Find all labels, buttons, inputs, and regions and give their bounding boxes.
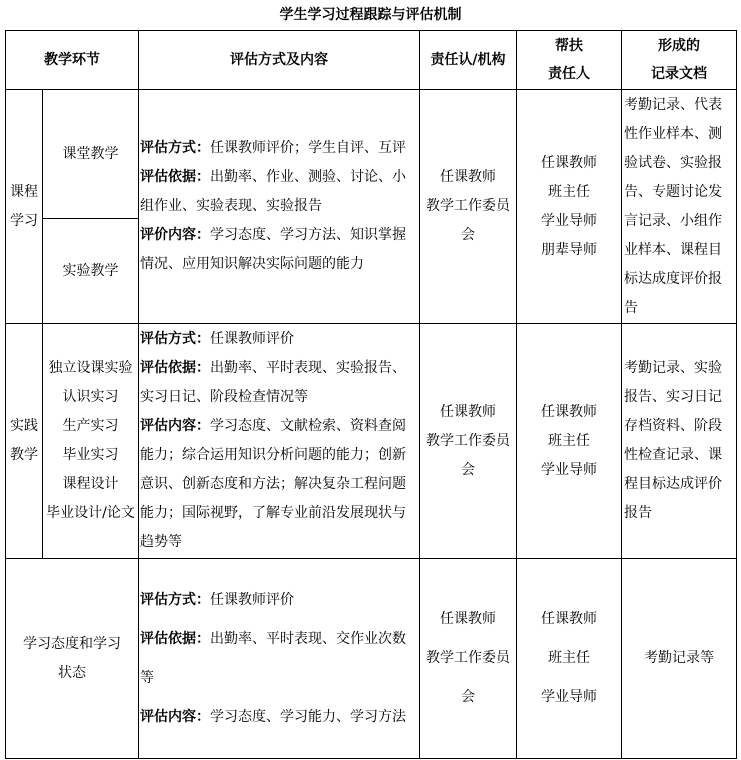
- course-helper: 班主任: [548, 183, 590, 200]
- header-helper: [517, 31, 622, 90]
- attitude-basis: [140, 620, 419, 698]
- practice-helper: 任课教师: [541, 403, 597, 420]
- attitude-org-l2: 教学工作委员: [426, 650, 510, 666]
- header-row: [6, 31, 737, 90]
- attitude-helpers: [517, 559, 622, 759]
- practice-sub: 认识实习: [62, 389, 119, 405]
- header-org: 责任认/机构: [420, 31, 517, 90]
- course-helper: 朋辈导师: [541, 241, 597, 258]
- practice-sub: 课程设计: [62, 476, 119, 492]
- practice-docs: 考勤记录、实验报告、实习日记存档资料、阶段性检查记录、课程目标达成评价报告: [622, 324, 737, 559]
- attitude-evaluation: [139, 559, 420, 759]
- practice-basis-value: 出勤率、平时表现、实验报告、实习日记、阶段检查情况等: [140, 360, 406, 405]
- basis-label: 评估依据：: [140, 630, 210, 647]
- course-org-l1: 任课教师: [440, 169, 496, 185]
- practice-sub: 毕业实习: [62, 447, 119, 463]
- course-basis: [140, 163, 419, 221]
- course-org-l2: 教学工作委员: [426, 198, 510, 214]
- course-content: [140, 221, 419, 279]
- basis-label: 评估依据：: [140, 169, 210, 185]
- course-category-l1: 课程: [10, 183, 38, 200]
- table-row: [6, 90, 737, 219]
- practice-org: [420, 324, 517, 559]
- table-row: [6, 559, 737, 759]
- attitude-method: [140, 581, 419, 620]
- practice-basis: [140, 354, 419, 412]
- header-stage: 教学环节: [6, 31, 139, 90]
- course-method-value: 任课教师评价；学生自评、互评: [210, 140, 406, 156]
- method-label: 评估方式：: [140, 591, 210, 608]
- practice-org-l2: 教学工作委员: [426, 432, 510, 449]
- course-category: [6, 90, 43, 324]
- course-helper: 任课教师: [541, 154, 597, 171]
- practice-content-value: 学习态度、文献检索、资料查阅能力；综合运用知识分析问题的能力；创新意识、创新态度和方法；解决复杂工程问题能力；国际视野，了解专业前沿发展现状与趋势等: [140, 418, 406, 550]
- attitude-content: [140, 698, 419, 737]
- practice-method-value: 任课教师评价: [210, 331, 294, 347]
- practice-evaluation: [139, 324, 420, 559]
- content-label: 评价内容：: [140, 227, 210, 243]
- practice-helper: 班主任: [548, 432, 590, 449]
- course-org-l3: 会: [461, 227, 475, 243]
- practice-org-l3: 会: [461, 461, 475, 478]
- course-category-l2: 学习: [10, 212, 38, 229]
- table-row: [6, 324, 737, 559]
- course-content-value: 学习态度、学习方法、知识掌握情况、应用知识解决实际问题的能力: [140, 227, 406, 272]
- attitude-helper: 学业导师: [541, 689, 597, 705]
- practice-method: [140, 325, 419, 354]
- method-label: 评估方式：: [140, 331, 210, 347]
- course-basis-value: 出勤率、作业、测验、讨论、小组作业、实验表现、实验报告: [140, 169, 406, 214]
- attitude-helper: 班主任: [548, 650, 590, 666]
- header-helper-l1: 帮扶: [555, 38, 583, 54]
- attitude-method-value: 任课教师评价: [210, 591, 294, 608]
- basis-label: 评估依据：: [140, 360, 210, 376]
- content-label: 评估内容：: [140, 418, 210, 434]
- attitude-org-l3: 会: [461, 689, 475, 705]
- practice-helpers: [517, 324, 622, 559]
- attitude-docs: 考勤记录等: [622, 559, 737, 759]
- practice-category: [6, 324, 43, 559]
- course-evaluation: [139, 90, 420, 324]
- method-label: 评估方式：: [140, 140, 210, 156]
- header-docs-l2: 记录文档: [651, 66, 707, 82]
- course-helper: 学业导师: [541, 212, 597, 229]
- course-helpers: [517, 90, 622, 324]
- practice-content: [140, 412, 419, 557]
- page-title: 学生学习过程跟踪与评估机制: [279, 7, 462, 23]
- attitude-category: 学习态度和学习状态: [6, 559, 139, 759]
- practice-org-l1: 任课教师: [440, 403, 496, 420]
- attitude-org: [420, 559, 517, 759]
- practice-category-l1: 实践: [10, 418, 38, 434]
- practice-subs: [43, 324, 139, 559]
- practice-helper: 学业导师: [541, 461, 597, 478]
- practice-sub: 生产实习: [62, 418, 119, 434]
- practice-sub: 独立设课实验: [48, 360, 133, 376]
- attitude-basis-value: 出勤率、平时表现、交作业次数等: [140, 630, 406, 686]
- evaluation-table: [5, 30, 737, 759]
- header-docs-l1: 形成的: [658, 38, 700, 54]
- course-method: [140, 134, 419, 163]
- attitude-content-value: 学习态度、学习能力、学习方法: [210, 708, 406, 725]
- attitude-org-l1: 任课教师: [440, 611, 496, 627]
- course-docs: 考勤记录、代表性作业样本、测验试卷、实验报告、专题讨论发言记录、小组作业样本、课程目标达成度评价报告: [622, 90, 737, 324]
- header-method: 评估方式及内容: [139, 31, 420, 90]
- course-org: [420, 90, 517, 324]
- practice-category-l2: 教学: [10, 447, 38, 463]
- attitude-helper: 任课教师: [541, 611, 597, 627]
- header-docs: [622, 31, 737, 90]
- practice-sub: 毕业设计/论文: [46, 505, 135, 521]
- course-sub-classroom: 课堂教学: [43, 90, 139, 219]
- content-label: 评估内容：: [140, 708, 210, 725]
- header-helper-l2: 责任人: [548, 66, 590, 82]
- course-sub-lab: 实验教学: [43, 219, 139, 324]
